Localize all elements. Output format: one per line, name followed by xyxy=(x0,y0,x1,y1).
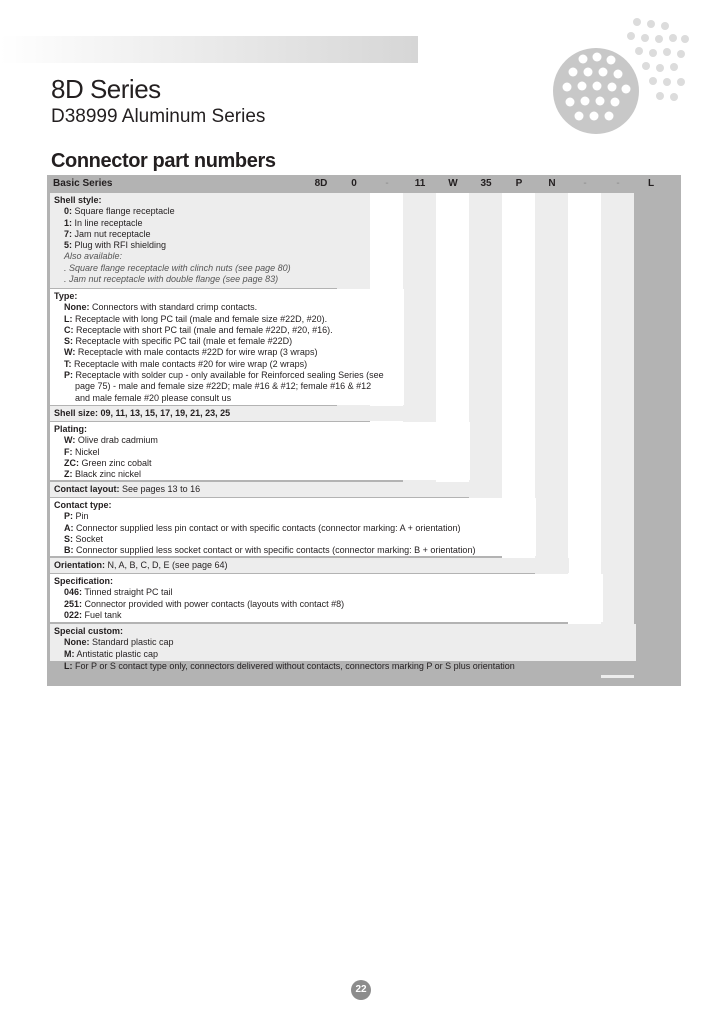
list-item: S: Socket xyxy=(64,533,104,544)
code-special-custom: - xyxy=(616,178,620,189)
list-item: A: Connector supplied less pin contact or with specific contacts (connector marking: A + orientation) xyxy=(64,522,461,533)
code-last: L xyxy=(647,178,655,189)
code-plating: W xyxy=(448,178,458,189)
code-contact-layout: 35 xyxy=(480,178,492,189)
code-contact-type: P xyxy=(515,178,523,189)
contact-layout-block xyxy=(50,482,502,497)
basic-series-label: Basic Series xyxy=(53,178,113,189)
page-subtitle: D38999 Aluminum Series xyxy=(51,106,266,127)
page-number-badge: 22 xyxy=(351,980,371,1000)
list-item: None: Connectors with standard crimp contacts. xyxy=(64,302,258,313)
type-block xyxy=(50,289,404,405)
special-custom-heading: Special custom: xyxy=(54,626,124,636)
list-item: W: Receptacle with male contacts #22D for wire wrap (3 wraps) xyxy=(64,347,318,358)
code-orientation: N xyxy=(548,178,556,189)
list-item: 0: Square flange receptacle xyxy=(64,206,175,217)
list-item: Z: Black zinc nickel xyxy=(64,469,142,480)
list-item: L: For P or S contact type only, connectors delivered without contacts, connectors marking P or S plus orientation xyxy=(64,661,515,671)
specification-block xyxy=(50,574,603,622)
connector-dots-graphic xyxy=(545,14,695,144)
also-available-label: Also available: xyxy=(64,251,123,262)
code-specification: - xyxy=(583,178,587,189)
list-item: P: Receptacle with solder cup - only available for Reinforced sealing Series (see xyxy=(64,370,384,381)
list-item: . Square flange receptacle with clinch nuts (see page 80) xyxy=(64,262,291,273)
code-type: - xyxy=(385,178,389,189)
plating-block xyxy=(50,422,470,480)
list-item: S: Receptacle with specific PC tail (male et female #22D) xyxy=(64,336,293,347)
list-item: 046: Tinned straight PC tail xyxy=(64,587,173,598)
section-title: Connector part numbers xyxy=(51,150,276,172)
specification-heading: Specification: xyxy=(54,576,114,586)
list-item: P: Pin xyxy=(64,511,89,522)
list-item-continued: and male female #20 please consult us xyxy=(75,392,232,403)
list-item: T: Receptacle with male contacts #20 for wire wrap (2 wraps) xyxy=(64,358,308,369)
last-option-row xyxy=(50,661,676,675)
list-item: B: Connector supplied less socket contact or with specific contacts (connector marking: B + orientation) xyxy=(64,545,476,556)
orientation-line: Orientation: N, A, B, C, D, E (see page 64) xyxy=(54,560,228,570)
list-item: 022: Fuel tank xyxy=(64,609,122,620)
shell-style-heading: Shell style: xyxy=(54,195,102,205)
list-item: 5: Plug with RFI shielding xyxy=(64,240,167,251)
list-item: . Jam nut receptacle with double flange (see page 83) xyxy=(64,274,279,285)
list-item: None: Standard plastic cap xyxy=(64,637,174,648)
list-item-continued: page 75) - male and female size #22D; male #16 & #12; female #16 & #12 xyxy=(75,381,372,392)
contact-layout-line: Contact layout: See pages 13 to 16 xyxy=(54,484,201,494)
page-title: 8D Series xyxy=(51,74,161,104)
list-item: 1: In line receptacle xyxy=(64,217,143,228)
list-item: W: Olive drab cadmium xyxy=(64,435,158,446)
part-number-table xyxy=(47,175,681,686)
list-item: L: Receptacle with long PC tail (male and female size #22D, #20). xyxy=(64,313,328,324)
lane-special-custom xyxy=(601,193,634,678)
header-band xyxy=(0,36,418,63)
code-shell-size: 11 xyxy=(414,178,426,189)
list-item: 251: Connector provided with power contacts (layouts with contact #8) xyxy=(64,598,345,609)
list-item: F: Nickel xyxy=(64,446,100,457)
type-heading: Type: xyxy=(54,291,78,301)
contact-type-block xyxy=(50,498,536,556)
shell-style-block xyxy=(50,193,337,288)
shell-size-block xyxy=(50,406,403,421)
lane-last xyxy=(634,193,667,686)
special-custom-block xyxy=(50,624,636,662)
orientation-block xyxy=(50,558,569,573)
plating-heading: Plating: xyxy=(54,424,87,434)
code-shell-style: 0 xyxy=(351,178,357,189)
list-item: 7: Jam nut receptacle xyxy=(64,228,151,239)
contact-type-heading: Contact type: xyxy=(54,500,112,510)
list-item: M: Antistatic plastic cap xyxy=(64,648,159,659)
list-item: ZC: Green zinc cobalt xyxy=(64,457,152,468)
list-item: C: Receptacle with short PC tail (male and female #22D, #20, #16). xyxy=(64,324,333,335)
shell-size-line: Shell size: 09, 11, 13, 15, 17, 19, 21, 23, 25 xyxy=(54,408,231,418)
code-header-row xyxy=(47,175,681,193)
code-basic-series: 8D xyxy=(314,178,328,189)
